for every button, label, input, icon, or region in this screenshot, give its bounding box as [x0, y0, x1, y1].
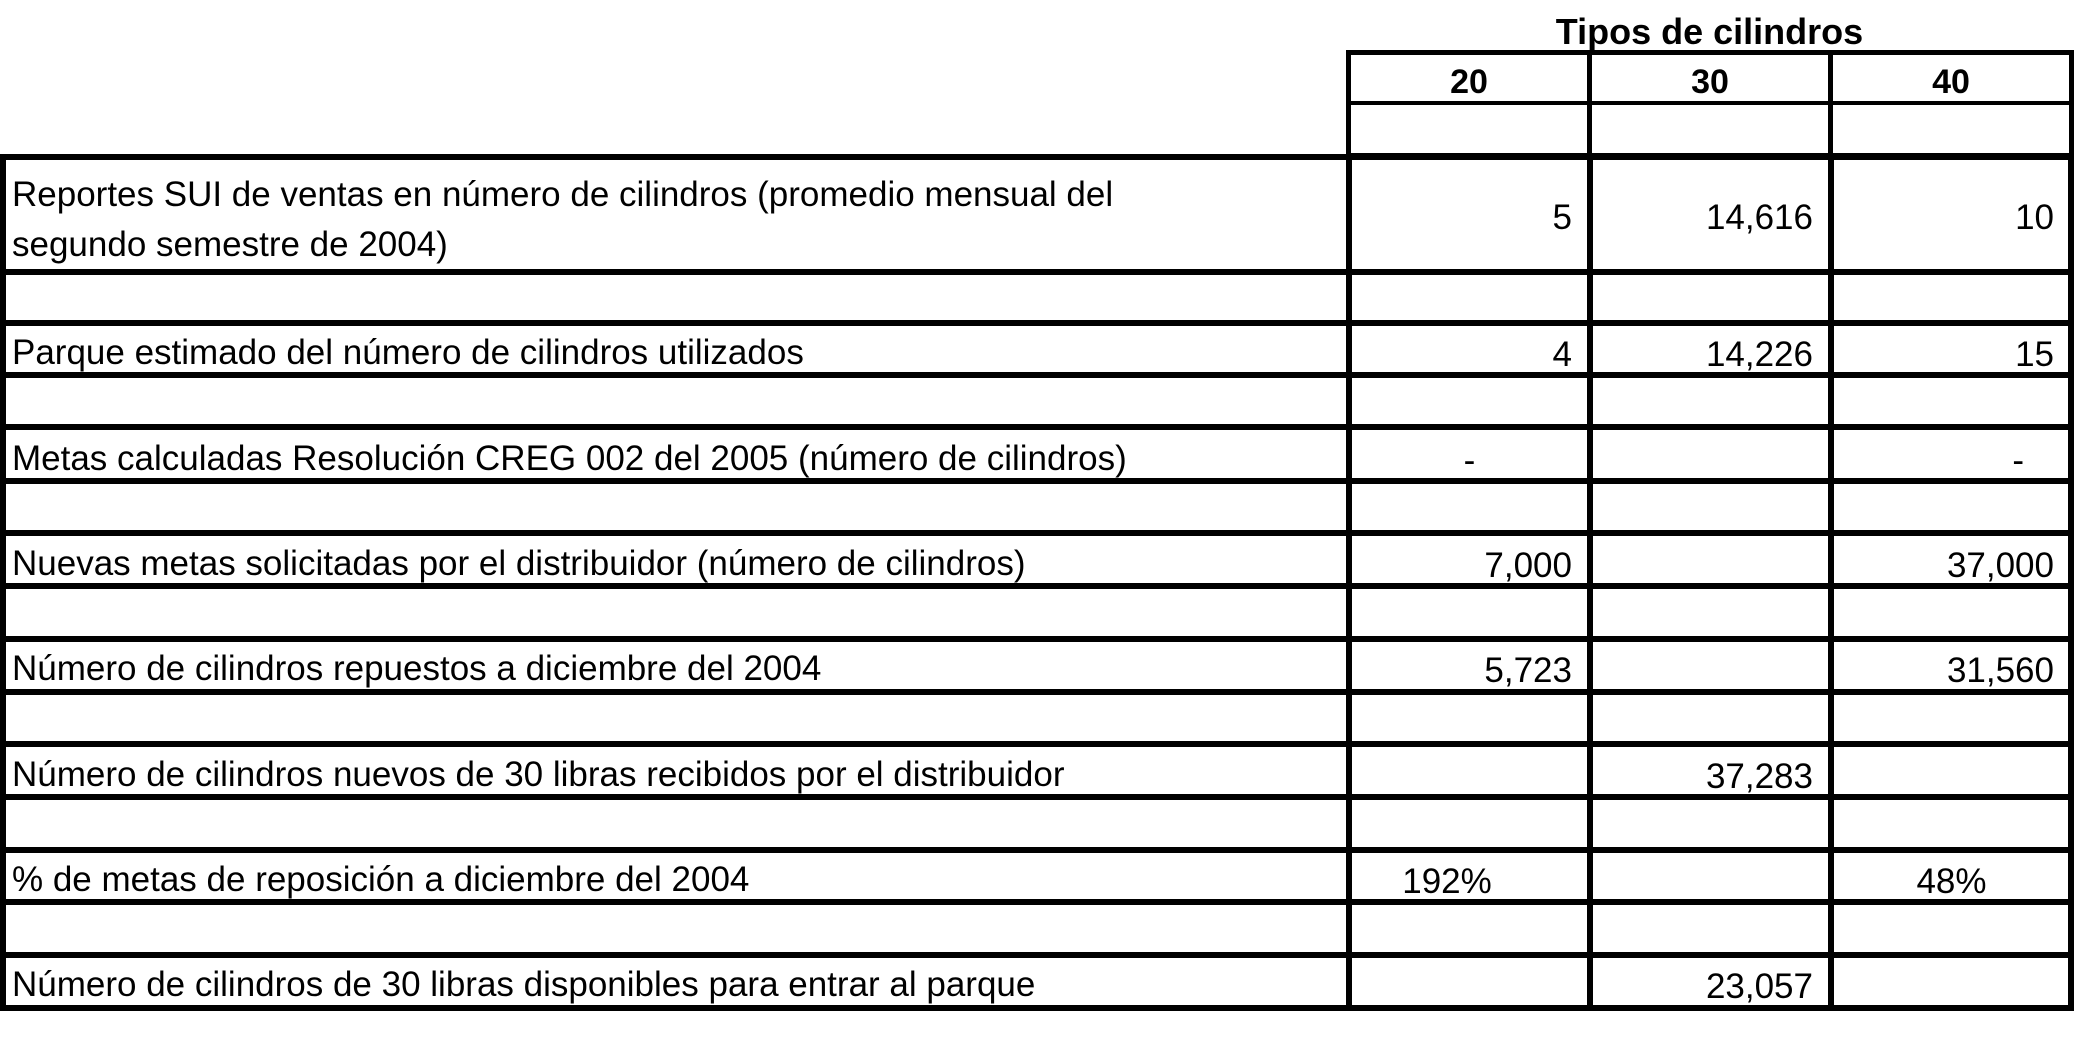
- row-label: Parque estimado del número de cilindros utilizados: [12, 333, 804, 372]
- cell-value: 37,000: [1946, 546, 2054, 585]
- row-label-line1: Reportes SUI de ventas en número de cilindros (promedio mensual del: [12, 175, 1114, 214]
- grid-line: [0, 530, 2074, 536]
- cell-value: 7,000: [1484, 546, 1572, 585]
- grid-line: [0, 320, 2074, 326]
- cell-value: 192%: [1402, 862, 1492, 901]
- column-header-30: 30: [1691, 63, 1729, 101]
- cell-value: 23,057: [1705, 967, 1813, 1006]
- cell-value: 10: [2015, 198, 2054, 237]
- grid-line: [1587, 154, 1593, 1011]
- grid-line: [0, 154, 6, 1011]
- cell-value: 14,616: [1705, 198, 1813, 237]
- cell-value: 14,226: [1705, 335, 1813, 374]
- cell-value: 15: [2015, 335, 2054, 374]
- cell-value: 5: [1552, 198, 1572, 237]
- row-label: Metas calculadas Resolución CREG 002 del 2005 (número de cilindros): [12, 439, 1127, 478]
- row-label-line2: segundo semestre de 2004): [12, 225, 448, 264]
- row-label: Número de cilindros de 30 libras disponibles para entrar al parque: [12, 965, 1036, 1004]
- column-header-20: 20: [1450, 63, 1488, 101]
- row-label: Número de cilindros repuestos a diciembre del 2004: [12, 649, 822, 688]
- cell-value: 5,723: [1484, 651, 1572, 690]
- row-label: Número de cilindros nuevos de 30 libras recibidos por el distribuidor: [12, 755, 1065, 794]
- grid-line: [0, 154, 2074, 160]
- grid-line: [0, 847, 2074, 853]
- grid-line: [0, 741, 2074, 747]
- cell-value: -: [2012, 441, 2024, 480]
- column-header-40: 40: [1932, 63, 1970, 101]
- group-header-title: Tipos de cilindros: [1555, 11, 1864, 52]
- cell-value: -: [1463, 441, 1476, 480]
- cell-value: 48%: [1916, 862, 1987, 901]
- grid-line: [0, 424, 2074, 430]
- row-label: % de metas de reposición a diciembre del 2004: [12, 860, 750, 899]
- grid-line: [0, 269, 2074, 275]
- grid-line: [0, 952, 2074, 958]
- row-label: Nuevas metas solicitadas por el distribuidor (número de cilindros): [12, 544, 1026, 583]
- grid-line: [0, 636, 2074, 642]
- cell-value: 4: [1552, 335, 1572, 374]
- cell-value: 37,283: [1705, 757, 1813, 796]
- cell-value: 31,560: [1946, 651, 2054, 690]
